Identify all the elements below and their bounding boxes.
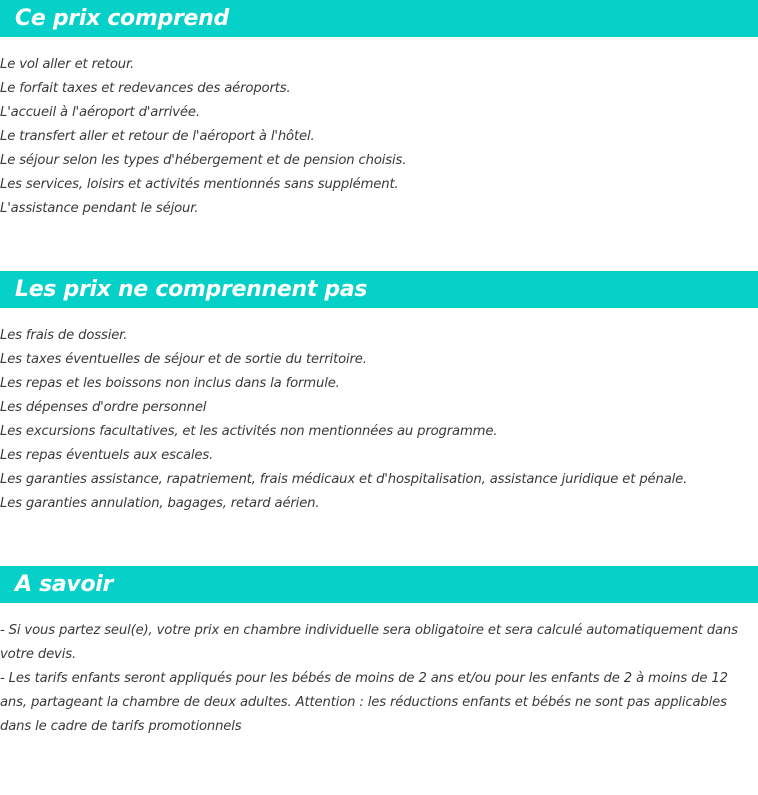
- list-item: L'accueil à l'aéroport d'arrivée.: [0, 105, 200, 120]
- list-item: Le séjour selon les types d'hébergement et de pension choisis.: [0, 153, 407, 168]
- section-header-not-included: [0, 271, 758, 308]
- list-item: Les garanties assistance, rapatriement, frais médicaux et d'hospitalisation, assistance juridique et pénale.: [0, 472, 688, 487]
- section-header-included: [0, 0, 758, 37]
- section-title-good-to-know: A savoir: [15, 572, 114, 597]
- list-item: Le forfait taxes et redevances des aéroports.: [0, 81, 291, 96]
- list-item: Le transfert aller et retour de l'aéroport à l'hôtel.: [0, 129, 315, 144]
- section-header-good-to-know: [0, 566, 758, 603]
- list-item: Les frais de dossier.: [0, 328, 128, 343]
- list-item: - Si vous partez seul(e), votre prix en chambre individuelle sera obligatoire et sera calculé automatiquement dans votre devis.: [0, 623, 738, 662]
- good-to-know-list: [0, 619, 752, 739]
- list-item: Les repas et les boissons non inclus dans la formule.: [0, 376, 340, 391]
- list-item: Les taxes éventuelles de séjour et de sortie du territoire.: [0, 352, 367, 367]
- list-item: Les excursions facultatives, et les activités non mentionnées au programme.: [0, 424, 498, 439]
- list-item: Les repas éventuels aux escales.: [0, 448, 214, 463]
- list-item: Les dépenses d'ordre personnel: [0, 400, 207, 415]
- section-title-included: Ce prix comprend: [15, 6, 229, 31]
- included-list: [0, 53, 752, 221]
- list-item: Le vol aller et retour.: [0, 57, 135, 72]
- list-item: L'assistance pendant le séjour.: [0, 201, 199, 216]
- not-included-list: [0, 324, 752, 516]
- section-title-not-included: Les prix ne comprennent pas: [15, 277, 368, 302]
- list-item: - Les tarifs enfants seront appliqués pour les bébés de moins de 2 ans et/ou pour les enfants de 2 à moins de 12 ans, partageant la chambre de deux adultes. Attention : les réductions enfants et bébés ne sont pas applicables dans le cadre de tarifs promotionnels: [0, 671, 728, 734]
- list-item: Les garanties annulation, bagages, retard aérien.: [0, 496, 320, 511]
- list-item: Les services, loisirs et activités mentionnés sans supplément.: [0, 177, 399, 192]
